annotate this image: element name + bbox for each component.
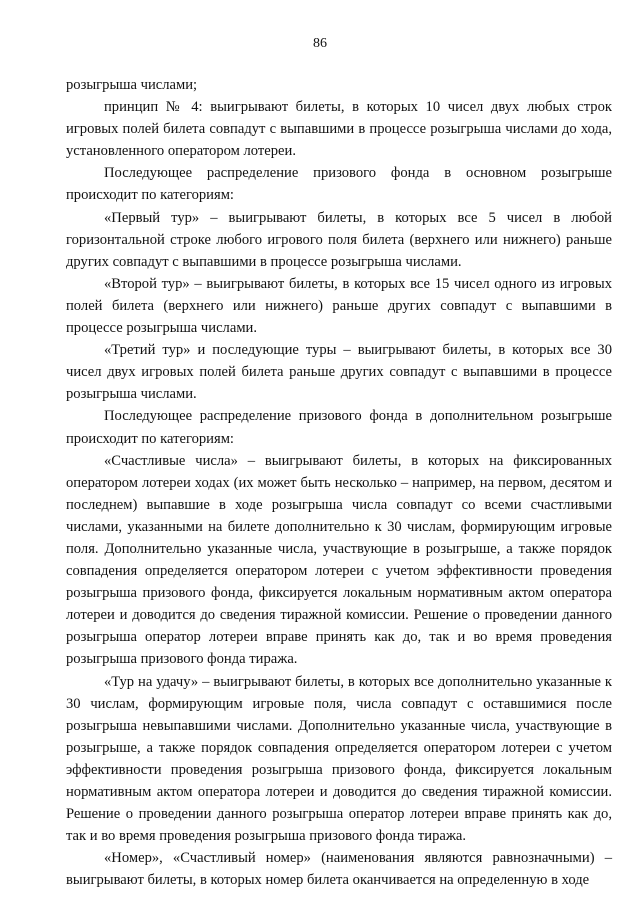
paragraph-principle-4: принцип № 4: выигрывают билеты, в которых 10 чисел двух любых строк игровых полей билета совпадут с выпавшими в процессе розыгрыша числами до хода, установленного оператором лотереи.: [66, 99, 612, 160]
paragraph-first-round: «Первый тур» – выигрывают билеты, в которых все 5 чисел в любой горизонтальной строке любого игрового поля билета (верхнего или нижнего) раньше других совпадут с выпавшими в процессе розыгрыша числами.: [66, 209, 612, 270]
paragraph-lucky-round: «Тур на удачу» – выигрывают билеты, в которых все дополнительно указанные к 30 числам, формирующим игровые поля, числа совпадут с оставшимися после розыгрыша невыпавшими числами. Дополнительно указанные числа, участвующие в розыгрыше, а также порядок совпадения определяется оператором лотереи с учетом эффективности проведения розыгрыша призового фонда, фиксируется локальным нормативным актом оператора лотереи и доводится до сведения тиражной комиссии. Решение о проведении данного розыгрыша оператор лотереи вправе принять как до, так и во время проведения розыгрыша призового фонда тиража.: [66, 673, 612, 845]
paragraph-second-round: «Второй тур» – выигрывают билеты, в которых все 15 чисел одного из игровых полей билета (верхнего или нижнего) раньше других совпадут с выпавшими в процессе розыгрыша числами.: [66, 275, 612, 337]
document-body: [66, 74, 612, 891]
paragraph-third-round: «Третий тур» и последующие туры – выигрывают билеты, в которых все 30 чисел двух игровых полей билета раньше других совпадут с выпавшими в процессе розыгрыша числами.: [66, 342, 612, 403]
paragraph-number-category: «Номер», «Счастливый номер» (наименования являются равнозначными) – выигрывают билеты, в которых номер билета оканчивается на определенную в ходе: [66, 850, 612, 889]
paragraph-lucky-numbers: «Счастливые числа» – выигрывают билеты, в которых на фиксированных оператором лотереи ходах (их может быть несколько – например, на первом, десятом и последнем) выпавшие в ходе розыгрыша числа совпадут со всеми счастливыми числами, указанными на билете дополнительно к 30 числам, формирующим игровые поля. Дополнительно указанные числа, участвующие в розыгрыше, а также порядок совпадения определяется оператором лотереи с учетом эффективности проведения розыгрыша призового фонда, фиксируется локальным нормативным актом оператора лотереи и доводится до сведения тиражной комиссии. Решение о проведении данного розыгрыша оператор лотереи вправе принять как до, так и во время проведения розыгрыша призового фонда тиража.: [66, 452, 612, 668]
page-number: 86: [313, 36, 327, 51]
paragraph-continuation: розыгрыша числами;: [66, 77, 198, 93]
paragraph-main-draw-intro: Последующее распределение призового фонда в основном розыгрыше происходит по категориям:: [66, 165, 612, 204]
paragraph-additional-draw-intro: Последующее распределение призового фонда в дополнительном розыгрыше происходит по категориям:: [66, 408, 612, 447]
